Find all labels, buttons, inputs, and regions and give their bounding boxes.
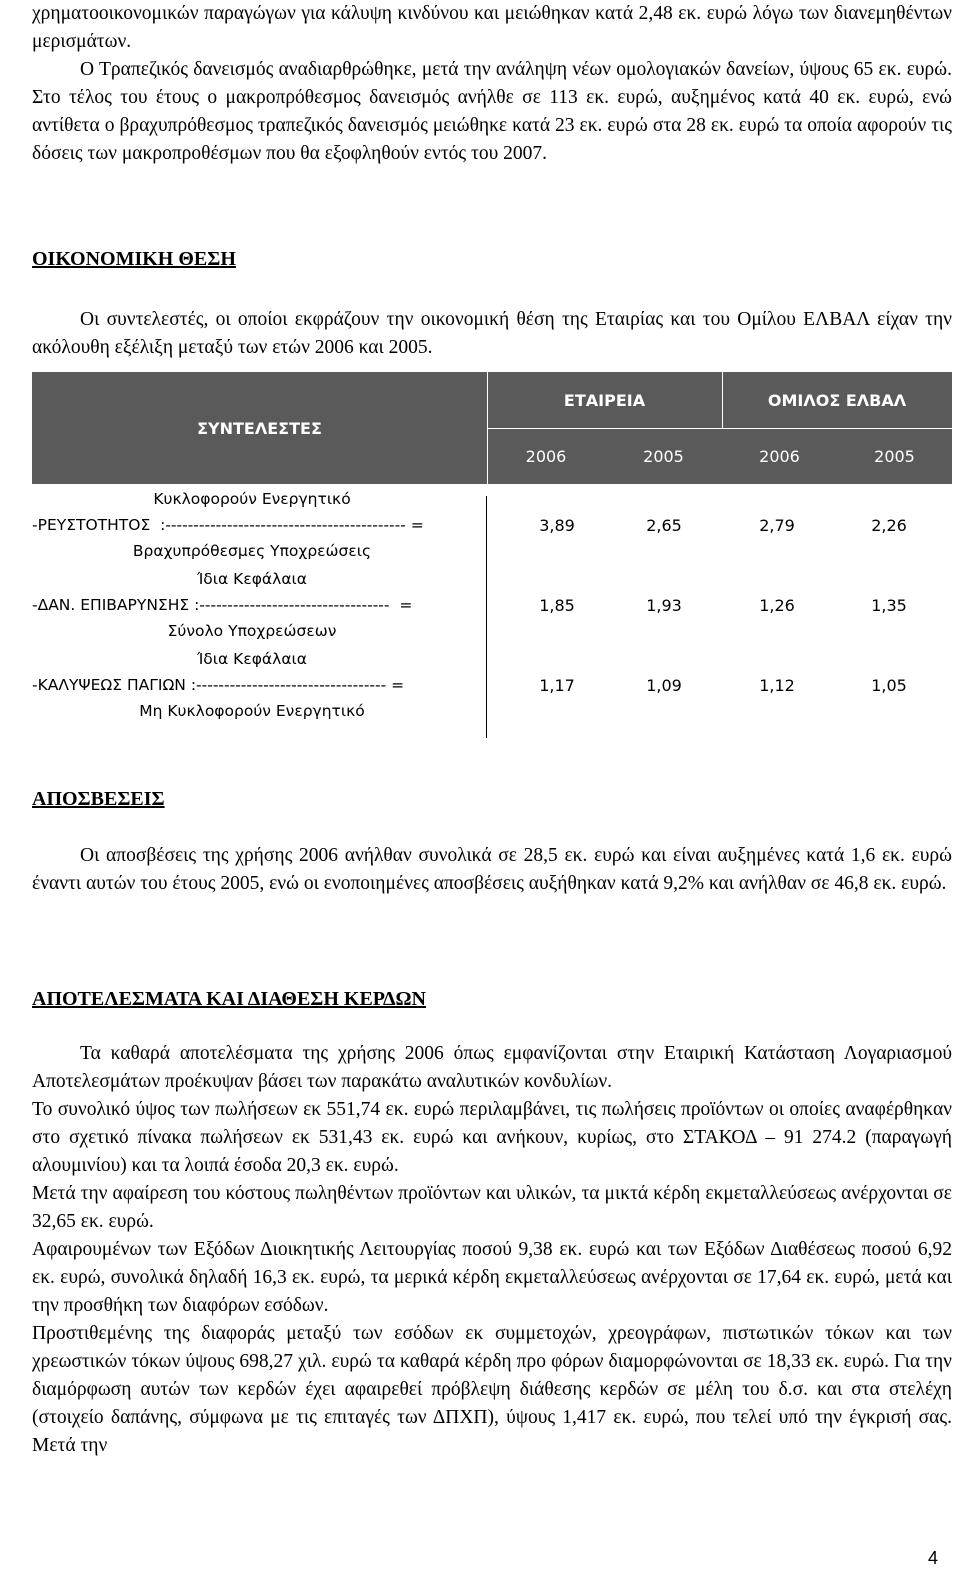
ratios-table <box>32 372 952 720</box>
page-number: 4 <box>927 1548 938 1568</box>
intro-paragraph-2: Ο Τραπεζικός δανεισμός αναδιαρθρώθηκε, μετά την ανάληψη νέων ομολογιακών δανείων, ύψους 65 εκ. ευρώ. Στο τέλος του έτους ο μακροπρόθεσμος δανεισμός ανήλθε σε 113 εκ. ευρώ, αυξημένος κατά 40 εκ. ευρώ, ενώ αντίθετα ο βραχυπρόθεσμος τραπεζικός δανεισμός μειώθηκε κατά 23 εκ. ευρώ στα 28 εκ. ευρώ τα οποία αφορούν τις δόσεις των μακροπροθέσμων που θα εξοφληθούν εντός του 2007. <box>32 59 952 164</box>
depreciation-text: Οι αποσβέσεις της χρήσης 2006 ανήλθαν συνολικά σε 28,5 εκ. ευρώ και είναι αυξημένες κατά 1,6 εκ. ευρώ έναντι αυτών του έτους 2005, ενώ οι ενοποιημένες αποσβέσεις αυξήθηκαν κατά 9,2% και ανήλθαν σε 46,8 εκ. ευρώ. <box>32 845 952 894</box>
ratio-value: 2,79 <box>759 516 795 535</box>
ratio-value: 1,85 <box>539 596 575 615</box>
ratio-value: 1,09 <box>646 676 682 695</box>
intro-paragraph-1: χρηματοοικονομικών παραγώγων για κάλυψη κινδύνου και μειώθηκαν κατά 2,48 εκ. ευρώ λόγω των διανεμηθέντων μερισμάτων. <box>32 3 952 52</box>
results-paragraph: Τα καθαρά αποτελέσματα της χρήσης 2006 όπως εμφανίζονται στην Εταιρική Κατάσταση Λογαριασμού Αποτελεσμάτων προέκυψαν βάσει των παρακάτω αναλυτικών κονδυλίων. <box>32 1043 952 1092</box>
year-header: 2006 <box>759 446 800 466</box>
ratio-value: 1,35 <box>871 596 907 615</box>
ratio-value: 3,89 <box>539 516 575 535</box>
ratio-denominator: Βραχυπρόθεσμες Υποχρεώσεις <box>132 542 372 560</box>
ratio-label-cell <box>32 490 487 578</box>
ratios-header-label: ΣΥΝΤΕΛΕΣΤΕΣ <box>32 372 488 484</box>
ratio-numerator: Κυκλοφορούν Ενεργητικό <box>153 490 351 508</box>
table-row <box>32 650 952 738</box>
ratio-value: 1,17 <box>539 676 575 695</box>
ratios-table-header <box>32 372 952 484</box>
results-paragraph: Το συνολικό ύψος των πωλήσεων εκ 551,74 εκ. ευρώ περιλαμβάνει, τις πωλήσεις προϊόντων οι οποίες αναφέρθηκαν στο σχετικό πίνακα πωλήσεων εκ 531,43 εκ. ευρώ και ανήκουν, κυρίως, στο ΣΤΑΚΟΔ – 91 274.2 (παραγωγή αλουμινίου) και τα λοιπά έσοδα 20,3 εκ. ευρώ. <box>32 1099 952 1176</box>
header-divider <box>722 372 723 428</box>
ratio-value: 2,65 <box>646 516 682 535</box>
ratio-value: 1,26 <box>759 596 795 615</box>
ratio-denominator: Σύνολο Υποχρεώσεων <box>167 622 337 640</box>
ratio-name: -ΔΑΝ. ΕΠΙΒΑΡΥΝΣΗΣ :---------------------------------- = <box>32 596 413 614</box>
intro-section <box>32 0 952 168</box>
year-header: 2005 <box>643 446 684 466</box>
ratio-numerator: Ίδια Κεφάλαια <box>196 650 308 668</box>
results-section <box>32 1040 952 1460</box>
financial-position-heading: ΟΙΚΟΝΟΜΙΚΗ ΘΕΣΗ <box>32 248 236 270</box>
results-paragraph: Μετά την αφαίρεση του κόστους πωληθέντων προϊόντων και υλικών, τα μικτά κέρδη εκμεταλλεύσεως ανέρχονται σε 32,65 εκ. ευρώ. <box>32 1183 952 1232</box>
year-header: 2005 <box>874 446 915 466</box>
ratio-name: -ΡΕΥΣΤΟΤΗΤΟΣ :------------------------------------------- = <box>32 516 424 534</box>
ratio-name: -ΚΑΛΥΨΕΩΣ ΠΑΓΙΩΝ :---------------------------------- = <box>32 676 405 694</box>
financial-position-text: Οι συντελεστές, οι οποίοι εκφράζουν την οικονομική θέση της Εταιρίας και του Ομίλου ΕΛΒΑΛ είχαν την ακόλουθη εξέλιξη μεταξύ των ετών 2006 και 2005. <box>32 309 952 358</box>
group-group-header: ΟΜΙΛΟΣ ΕΛΒΑΛ <box>767 390 907 410</box>
ratio-denominator: Μη Κυκλοφορούν Ενεργητικό <box>139 702 365 720</box>
table-row <box>32 490 952 578</box>
ratio-value: 1,12 <box>759 676 795 695</box>
ratio-numerator: Ίδια Κεφάλαια <box>196 570 308 588</box>
ratio-label-cell <box>32 570 487 658</box>
table-row <box>32 570 952 658</box>
results-paragraph: Προστιθεμένης της διαφοράς μεταξύ των εσόδων εκ συμμετοχών, χρεογράφων, πιστωτικών τόκων και των χρεωστικών τόκων ύψους 698,27 χιλ. ευρώ τα καθαρά κέρδη προ φόρων διαμορφώνονται σε 18,33 εκ. ευρώ. Για την διαμόρφωση αυτών των κερδών έχει αφαιρεθεί πρόβλεψη διάθεσης κερδών σε μέλη του δ.σ. και στα στελέχη (στοιχείο δαπάνης, σύμφωνα με τις επιταγές των ΔΠΧΠ), ύψους 1,417 εκ. ευρώ, που τελεί υπό την έγκρισή σας. Μετά την <box>32 1323 952 1456</box>
year-header: 2006 <box>525 446 567 466</box>
results-paragraph: Αφαιρουμένων των Εξόδων Διοικητικής Λειτουργίας ποσού 9,38 εκ. ευρώ και των Εξόδων Διαθέσεως ποσού 6,92 εκ. ευρώ, συνολικά δηλαδή 16,3 εκ. ευρώ, τα μερικά κέρδη εκμεταλλεύσεως ανέρχονται σε 17,64 εκ. ευρώ, μετά και την προσθήκη των διαφόρων εσόδων. <box>32 1239 952 1316</box>
ratio-label-cell <box>32 650 487 738</box>
results-heading: ΑΠΟΤΕΛΕΣΜΑΤΑ ΚΑΙ ΔΙΑΘΕΣΗ ΚΕΡΔΩΝ <box>32 988 426 1010</box>
ratio-value: 1,05 <box>871 676 907 695</box>
company-group-header: ΕΤΑΙΡΕΙΑ <box>563 390 646 410</box>
depreciation-heading: ΑΠΟΣΒΕΣΕΙΣ <box>32 788 165 810</box>
ratio-value: 2,26 <box>871 516 907 535</box>
ratio-value: 1,93 <box>646 596 682 615</box>
